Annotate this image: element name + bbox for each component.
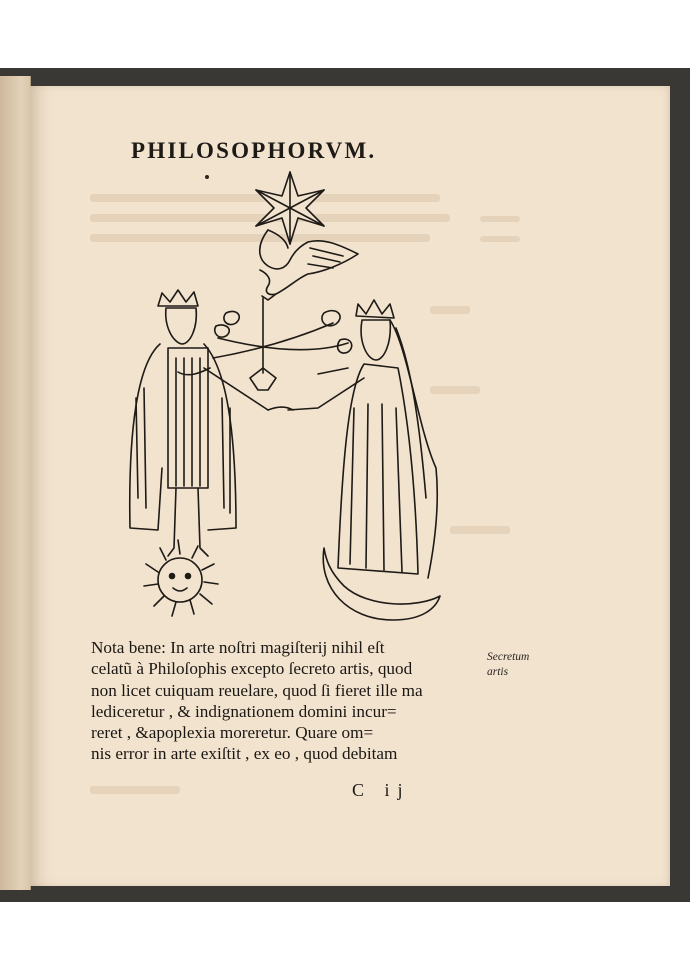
text-line: Nota bene: In arte noſtri magiſterij nihil eſt (91, 638, 385, 657)
crescent-moon-icon (323, 548, 440, 620)
crossed-branches (213, 298, 352, 390)
queen-figure (288, 300, 437, 578)
marginal-note (487, 650, 529, 680)
main-text-block (91, 637, 481, 765)
king-figure (130, 290, 268, 556)
text-line: non licet cuiquam reuelare, quod ſi fieret ille ma (91, 680, 423, 700)
signature-mark: C ij (352, 780, 411, 800)
text-line: celatũ à Philoſophis excepto ſecreto artis, quod (91, 659, 413, 679)
facing-page-edge (0, 76, 31, 890)
text-line: reret , &apoplexia moreretur. Quare om= (91, 723, 374, 743)
sun-face-icon (144, 540, 218, 616)
text-line: lediceretur , & indignationem domini incur= (91, 701, 397, 721)
dove-icon (260, 230, 358, 300)
running-header: PHILOSOPHORVM. (131, 138, 377, 163)
marginal-note-line: artis (487, 666, 509, 678)
woodcut-illustration (118, 168, 458, 628)
text-line: nis error in arte exiſtit , ex eo , quod debitam (91, 744, 398, 764)
marginal-note-line: Secretum (487, 651, 530, 663)
